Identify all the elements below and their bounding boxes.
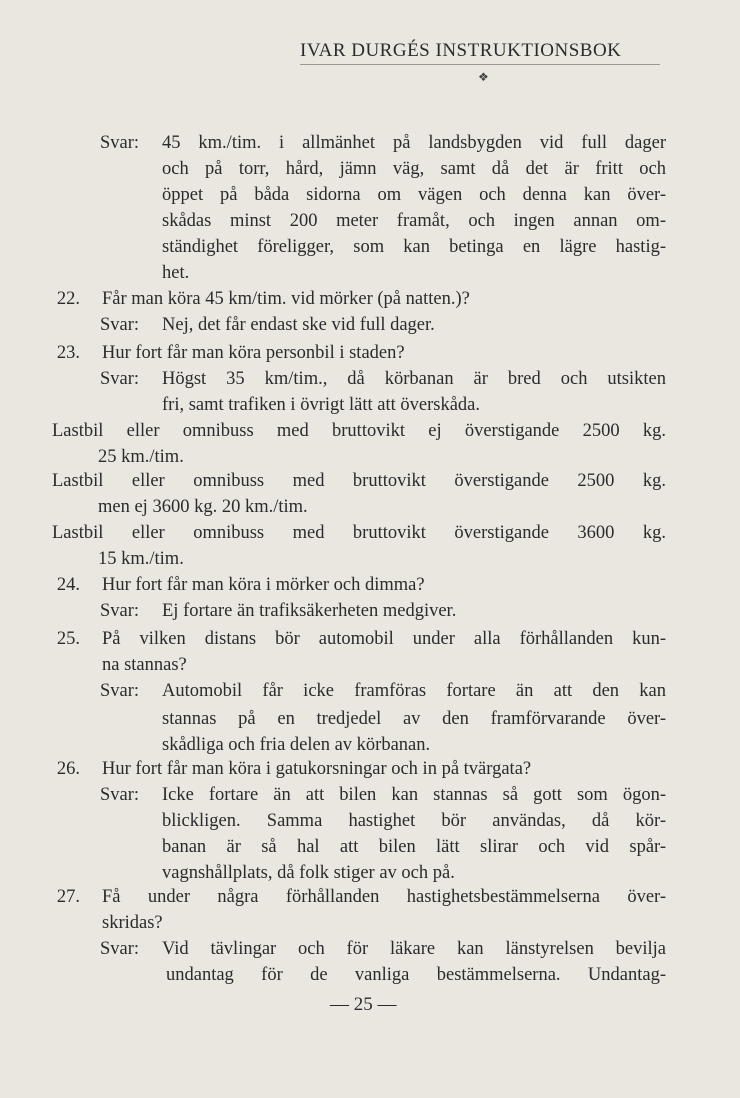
question-number: 24. [56,575,80,595]
line-text: Hur fort får man köra i gatukorsningar och in på tvärgata? [102,759,532,779]
header-ornament-icon: ❖ [478,70,489,84]
running-header: IVAR DURGÉS INSTRUKTIONSBOK [300,40,622,61]
line-text: Ej fortare än trafiksäkerheten medgiver. [162,601,457,621]
page-number: — 25 — [330,994,397,1015]
line-text: fri, samt trafiken i övrigt lätt att överskåda. [162,395,480,415]
question-number: 25. [56,629,80,649]
line-text: skridas? [102,913,163,933]
line-text: 15 km./tim. [98,549,184,569]
line-text: men ej 3600 kg. 20 km./tim. [98,497,308,517]
answer-label: Svar: [100,315,140,335]
question-number: 23. [56,343,80,363]
line-text: ständighet föreligger, som kan betinga en lägre hastig- [162,237,666,257]
line-text: banan är så hal att bilen lätt slirar och vid spår- [162,837,666,857]
answer-label: Svar: [100,601,140,621]
line-text: 45 km./tim. i allmänhet på landsbygden vid full dager [162,133,666,153]
line-text: öppet på båda sidorna om vägen och denna kan över- [162,185,666,205]
line-text: het. [162,263,190,283]
line-text: Nej, det får endast ske vid full dager. [162,315,435,335]
line-text: Får man köra 45 km/tim. vid mörker (på natten.)? [102,289,470,309]
answer-label: Svar: [100,939,140,959]
question-number: 27. [56,887,80,907]
line-text: Högst 35 km/tim., då körbanan är bred och utsikten [162,369,666,389]
answer-label: Svar: [100,681,140,701]
line-text: Vid tävlingar och för läkare kan länstyrelsen bevilja [162,939,666,959]
line-text: Hur fort får man köra i mörker och dimma? [102,575,425,595]
question-number: 26. [56,759,80,779]
question-number: 22. [56,289,80,309]
answer-label: Svar: [100,133,140,153]
line-text: På vilken distans bör automobil under alla förhållanden kun- [102,629,666,649]
answer-label: Svar: [100,369,140,389]
line-text: vagnshållplats, då folk stiger av och på. [162,863,455,883]
line-text: Automobil får icke framföras fortare än att den kan [162,681,666,701]
line-text: stannas på en tredjedel av den framförvarande över- [162,709,666,729]
line-text: na stannas? [102,655,187,675]
line-text: 25 km./tim. [98,447,184,467]
line-text: Icke fortare än att bilen kan stannas så gott som ögon- [162,785,666,805]
line-text: Lastbil eller omnibuss med bruttovikt överstigande 2500 kg. [52,471,666,491]
line-text: Lastbil eller omnibuss med bruttovikt ej överstigande 2500 kg. [52,421,666,441]
line-text: undantag för de vanliga bestämmelserna. Undantag- [166,965,666,985]
line-text: och på torr, hård, jämn väg, samt då det är fritt och [162,159,666,179]
header-rule [300,64,660,65]
answer-label: Svar: [100,785,140,805]
line-text: skådliga och fria delen av körbanan. [162,735,431,755]
line-text: blickligen. Samma hastighet bör användas, då kör- [162,811,666,831]
line-text: Lastbil eller omnibuss med bruttovikt överstigande 3600 kg. [52,523,666,543]
line-text: Hur fort får man köra personbil i staden? [102,343,405,363]
line-text: Få under några förhållanden hastighetsbestämmelserna över- [102,887,666,907]
line-text: skådas minst 200 meter framåt, och ingen annan om- [162,211,666,231]
